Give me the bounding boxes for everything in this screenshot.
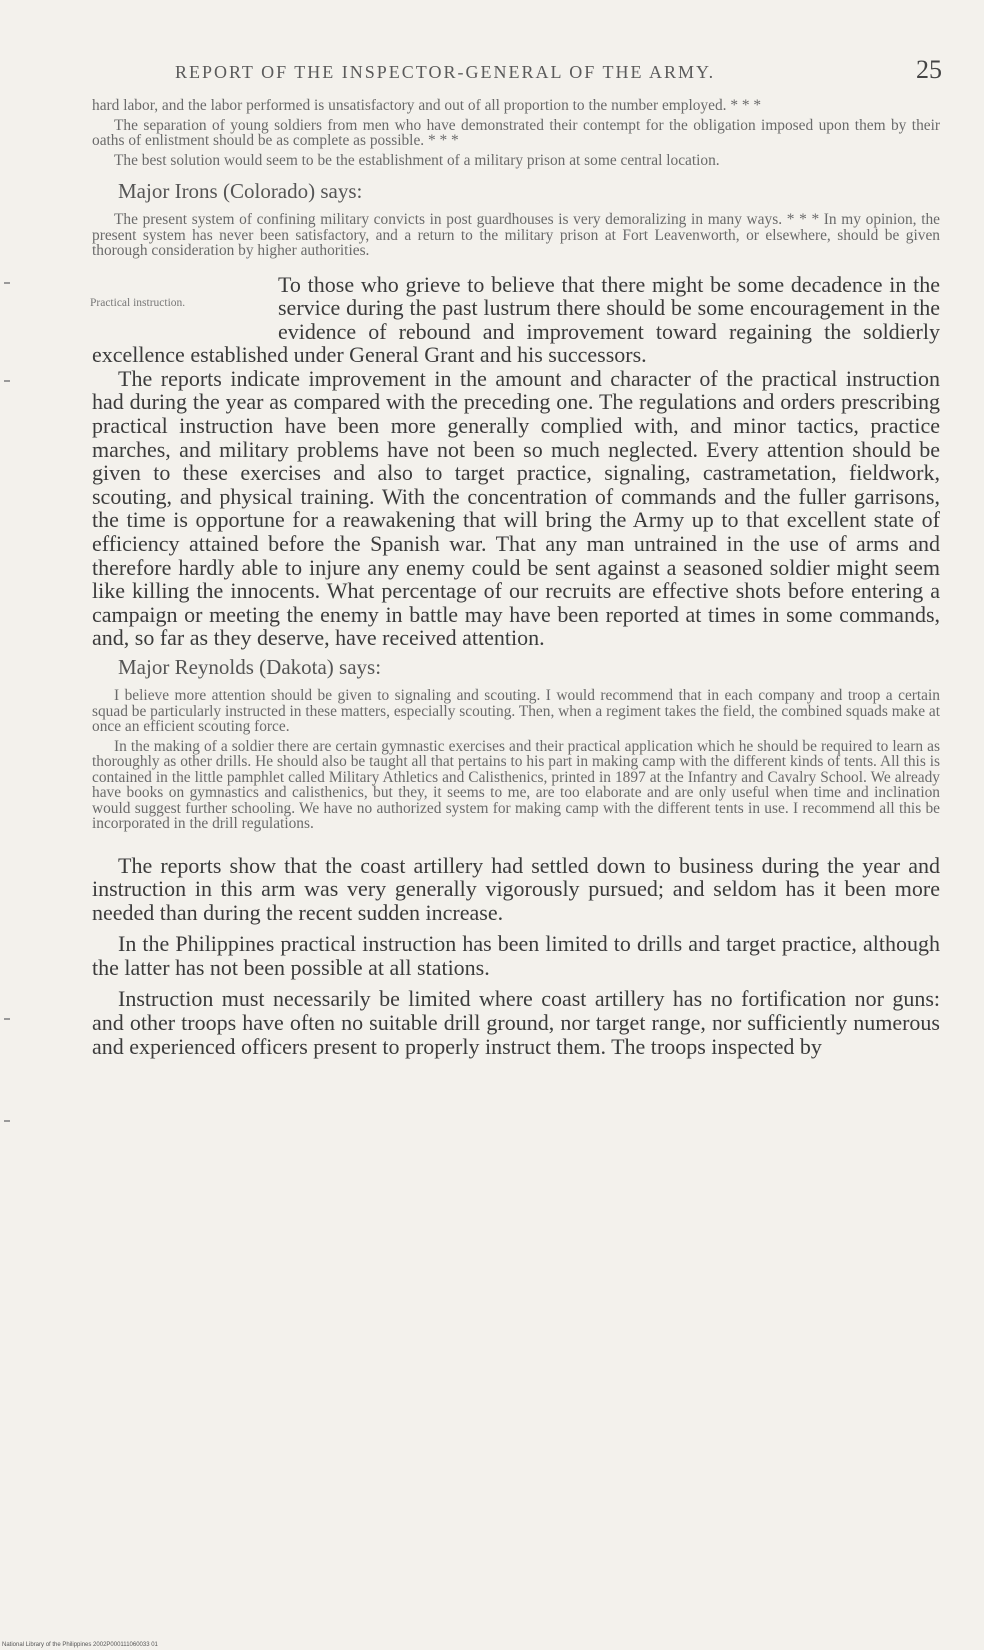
- reynolds-quote: [92, 688, 940, 832]
- quote-paragraph: The present system of confining military convicts in post guardhouses is very demoralizing in many ways. * * * In my opinion, the present system has never been satisfactory, and a return to the military prison at Fort Leavenworth, or elsewhere, should be given thorough consideration by higher authorities.: [92, 211, 940, 259]
- scan-footer: National Library of the Philippines 2002P000111060033 01: [2, 1642, 158, 1648]
- body-paragraph: The reports show that the coast artillery had settled down to business during the year and instruction in this arm was very generally vigorously pursued; and seldom has it been more needed than during the recent sudden increase.: [92, 852, 940, 925]
- irons-says: Major Irons (Colorado) says:: [118, 179, 363, 203]
- page-number: 25: [916, 55, 942, 84]
- top-quote: [92, 98, 940, 168]
- quote-paragraph: The separation of young soldiers from men who have demonstrated their contempt for the obligation imposed upon them by their oaths of enlistment should be as complete as possible. * * *: [92, 116, 940, 149]
- quote-paragraph: The best solution would seem to be the establishment of a military prison at some central location.: [114, 151, 720, 169]
- margin-mark: [4, 380, 10, 382]
- margin-mark: [4, 1018, 10, 1020]
- running-title: REPORT OF THE INSPECTOR-GENERAL OF THE ARMY.: [175, 62, 716, 82]
- margin-mark: [4, 282, 10, 284]
- quote-paragraph: hard labor, and the labor performed is unsatisfactory and out of all proportion to the number employed. * * *: [92, 97, 762, 114]
- quote-paragraph: I believe more attention should be given to signaling and scouting. I would recommend that in each company and troop a certain squad be particularly instructed in these matters, especially scouting. Then, when a regiment takes the field, the combined squads make at once an efficient scouting force.: [92, 687, 940, 735]
- practical-instruction-section: [92, 273, 940, 651]
- page-body: [92, 98, 940, 1058]
- margin-note: Practical instruction.: [90, 296, 186, 309]
- reynolds-says: Major Reynolds (Dakota) says:: [118, 655, 382, 679]
- margin-mark: [4, 1120, 10, 1122]
- quote-paragraph: In the making of a soldier there are certain gymnastic exercises and their practical application which he should be required to learn as thoroughly as other drills. He should also be taught all that pertains to his part in making camp with the different kinds of tents. All this is contained in the little pamphlet called Military Athletics and Calisthenics, printed in 1897 at the Infantry and Cavalry School. We already have books on gymnastics and calisthenics, but they, it seems to me, are too elaborate and are only useful when time and inclination would suggest further schooling. We have no authorized system for making camp with the different tents in use. I recommend all this be incorporated in the drill regulations.: [92, 737, 940, 832]
- body-paragraph: In the Philippines practical instruction has been limited to drills and target practice, although the latter has not been possible at all stations.: [92, 931, 940, 980]
- irons-quote: [92, 212, 940, 259]
- body-paragraph: To those who grieve to believe that there might be some decadence in the service during the past lustrum there should be some encouragement in the evidence of rebound and improvement toward regaining the soldierly excellence established under General Grant and his successors.: [92, 271, 940, 368]
- body-paragraph: Instruction must necessarily be limited where coast artillery has no fortification nor guns: and other troops have often no suitable drill ground, nor target range, nor sufficiently numerous and experienced officers present to properly instruct them. The troops inspected by: [92, 986, 940, 1059]
- running-header: [175, 55, 942, 85]
- body-paragraph: The reports indicate improvement in the amount and character of the practical instruction had during the year as compared with the preceding one. The regulations and orders prescribing practical instruction have been more generally complied with, and minor tactics, practice marches, and military problems have not been so much neglected. Every attention should be given to these exercises and also to target practice, signaling, castrametation, fieldwork, scouting, and physical training. With the concentration of commands and the fuller garrisons, the time is opportune for a reawakening that will bring the Army up to that excellent state of efficiency attained before the Spanish war. That any man untrained in the use of arms and therefore hardly able to injure any enemy could be sent against a seasoned soldier might seem like killing the innocents. What percentage of our recruits are effective shots before entering a campaign or meeting the enemy in battle may have been reported at times in some commands, and, so far as they deserve, have received attention.: [92, 365, 940, 651]
